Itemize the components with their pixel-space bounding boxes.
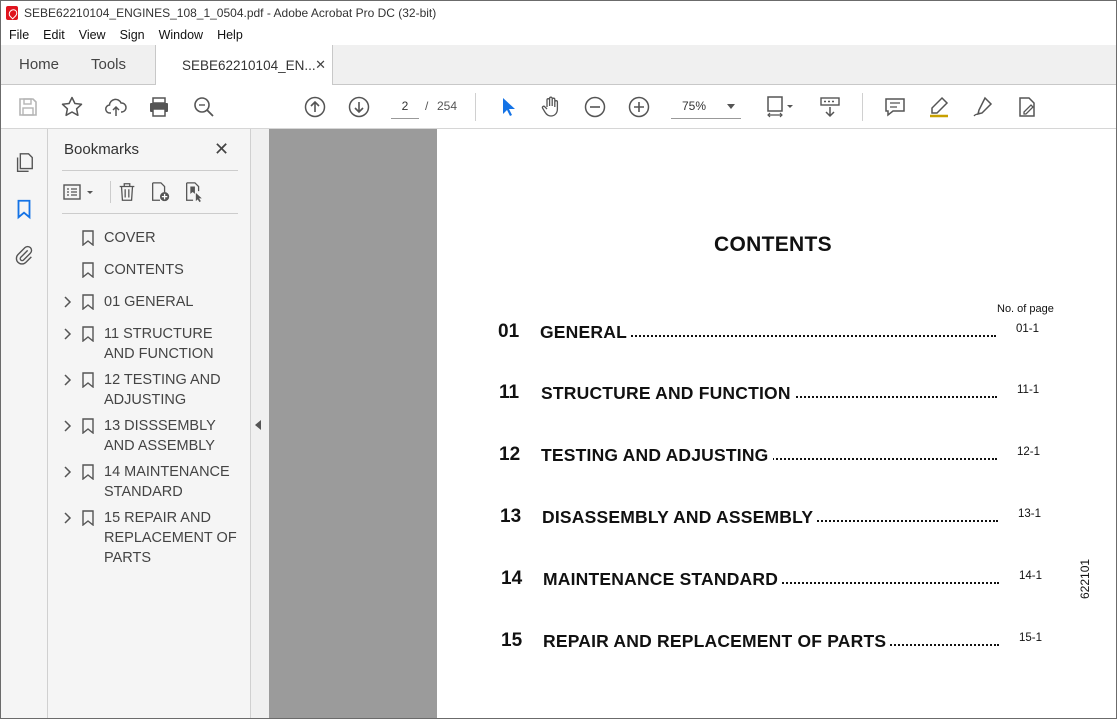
toc-page: 11-1 (1017, 384, 1040, 396)
zoom-level-value: 75% (682, 99, 707, 113)
navigation-rail (1, 129, 48, 719)
menu-help[interactable]: Help (217, 28, 243, 42)
divider (110, 181, 111, 203)
toc-number: 13 (500, 506, 522, 527)
chevron-right-icon[interactable] (62, 374, 74, 386)
collapse-panel-icon[interactable] (255, 420, 261, 430)
bookmark-label: 12 TESTING AND ADJUSTING (104, 372, 221, 408)
menu-edit[interactable]: Edit (43, 28, 65, 42)
page-column-label: No. of page (997, 303, 1054, 315)
bookmark-panel-icon[interactable] (12, 197, 36, 221)
main-toolbar (1, 85, 1116, 129)
toc-title: GENERAL (540, 322, 631, 343)
toc-entry (501, 630, 1061, 654)
bookmark-icon (82, 326, 94, 342)
tab-document[interactable] (155, 45, 333, 85)
star-icon[interactable] (59, 94, 85, 120)
tab-home[interactable]: Home (19, 56, 60, 73)
next-page-icon[interactable] (346, 94, 372, 120)
title-bar (1, 1, 1116, 25)
select-cursor-icon[interactable] (495, 94, 521, 120)
fill-sign-icon[interactable] (1014, 94, 1040, 120)
toc-title: DISASSEMBLY AND ASSEMBLY (542, 507, 817, 528)
menu-window[interactable]: Window (158, 28, 204, 42)
chevron-right-icon[interactable] (62, 296, 74, 308)
sign-pen-icon[interactable] (970, 94, 996, 120)
page-separator: / (425, 99, 429, 113)
close-icon[interactable]: ✕ (214, 139, 230, 159)
toc-title: TESTING AND ADJUSTING (541, 445, 773, 466)
toolbar-divider (475, 93, 476, 121)
toc-entry (499, 444, 1059, 468)
divider (62, 170, 238, 171)
bookmark-options-icon[interactable] (62, 179, 98, 205)
bookmark-label: CONTENTS (104, 262, 184, 278)
toc-page: 12-1 (1017, 446, 1041, 458)
chevron-right-icon[interactable] (62, 420, 74, 432)
bookmark-icon (82, 262, 94, 278)
document-code: 622101 (1078, 558, 1092, 599)
acrobat-app-icon (6, 6, 18, 20)
zoom-level-select[interactable] (671, 94, 741, 119)
bookmark-label: 13 DISSSEMBLY AND ASSEMBLY (104, 418, 216, 454)
pdf-page (438, 129, 1117, 719)
print-icon[interactable] (146, 94, 172, 120)
tab-bar (1, 45, 1116, 85)
toc-number: 12 (499, 444, 521, 465)
divider (62, 213, 238, 214)
bookmark-label: 11 STRUCTURE AND FUNCTION (104, 326, 214, 362)
tab-tools[interactable]: Tools (91, 56, 127, 73)
chevron-right-icon[interactable] (62, 328, 74, 340)
toc-page: 01-1 (1016, 323, 1040, 335)
hand-tool-icon[interactable] (538, 94, 564, 120)
toc-number: 14 (501, 568, 523, 589)
highlight-pen-icon[interactable] (926, 94, 952, 120)
page-fit-icon[interactable] (763, 94, 797, 120)
toc-number: 15 (501, 630, 523, 651)
zoom-in-icon[interactable] (626, 94, 652, 120)
bookmark-icon (82, 418, 94, 434)
bookmark-icon (82, 230, 94, 246)
bookmarks-panel (48, 129, 251, 719)
bookmark-icon (82, 464, 94, 480)
chevron-down-icon (727, 104, 735, 109)
bookmark-icon (82, 372, 94, 388)
toc-title: REPAIR AND REPLACEMENT OF PARTS (543, 631, 890, 652)
menu-sign[interactable]: Sign (119, 28, 145, 42)
page-number-input[interactable]: 2 (391, 94, 419, 119)
toc-page: 15-1 (1019, 632, 1043, 644)
previous-page-icon[interactable] (302, 94, 328, 120)
attachment-paperclip-icon[interactable] (12, 243, 36, 267)
new-bookmark-icon[interactable] (147, 179, 173, 205)
zoom-out-icon[interactable] (582, 94, 608, 120)
tab-document-label: SEBE62210104_EN... (182, 57, 316, 73)
bookmark-icon (82, 510, 94, 526)
page-thumbnails-icon[interactable] (12, 151, 36, 175)
toc-entry (498, 321, 1058, 345)
chevron-right-icon[interactable] (62, 466, 74, 478)
zoom-search-icon[interactable] (191, 94, 217, 120)
bookmarks-panel-title: Bookmarks (64, 141, 140, 158)
menu-view[interactable]: View (78, 28, 106, 42)
toc-number: 01 (498, 321, 520, 342)
toolbar-divider (862, 93, 863, 121)
window-title: SEBE62210104_ENGINES_108_1_0504.pdf - Adobe Acrobat Pro DC (32-bit) (24, 6, 437, 20)
toc-title: STRUCTURE AND FUNCTION (541, 383, 795, 404)
bookmark-label: COVER (104, 230, 156, 246)
page-heading: CONTENTS (714, 233, 832, 256)
close-tab-icon[interactable]: ✕ (315, 57, 326, 72)
document-background (269, 129, 437, 719)
toc-number: 11 (499, 382, 520, 403)
bookmark-icon (82, 294, 94, 310)
chevron-right-icon[interactable] (62, 512, 74, 524)
toc-title: MAINTENANCE STANDARD (543, 569, 782, 590)
bookmark-label: 01 GENERAL (104, 294, 194, 310)
menu-file[interactable]: File (9, 28, 30, 42)
toc-page: 14-1 (1019, 570, 1043, 582)
save-icon[interactable] (15, 94, 41, 120)
toc-entry (499, 382, 1059, 406)
bookmark-label: 15 REPAIR AND REPLACEMENT OF PARTS (104, 510, 237, 566)
menu-bar (1, 25, 1116, 45)
page-total: 254 (437, 99, 458, 113)
upload-cloud-icon[interactable] (103, 94, 129, 120)
delete-trash-icon[interactable] (114, 179, 140, 205)
toc-entry (500, 506, 1060, 530)
bookmark-search-icon[interactable] (181, 179, 207, 205)
toc-page: 13-1 (1018, 508, 1042, 520)
toc-entry (501, 568, 1061, 592)
comment-icon[interactable] (882, 94, 908, 120)
scroll-mode-icon[interactable] (817, 94, 843, 120)
bookmark-label: 14 MAINTENANCE STANDARD (104, 464, 230, 500)
